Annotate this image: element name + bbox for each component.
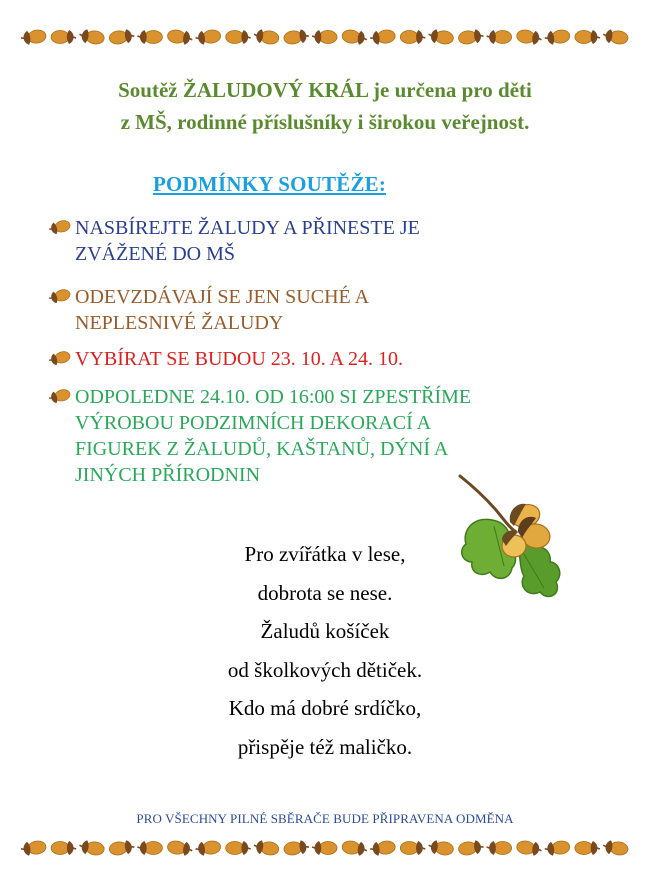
condition-line: NASBÍREJTE ŽALUDY A PŘINESTE JE — [75, 217, 420, 239]
acorn-icon — [253, 839, 280, 856]
acorn-icon — [78, 839, 105, 856]
acorn-icon — [167, 839, 194, 856]
acorn-icon — [487, 841, 512, 855]
acorn-icon — [49, 346, 71, 366]
acorn-icon — [544, 28, 571, 45]
acorn-icon — [312, 841, 337, 855]
acorn-icon — [167, 28, 194, 45]
acorn-icon — [516, 839, 543, 856]
acorn-icon — [51, 30, 76, 44]
acorn-icon — [487, 30, 512, 44]
condition-item — [49, 215, 595, 267]
acorn-icon — [49, 384, 71, 404]
condition-line: NEPLESNIVÉ ŽALUDY — [75, 312, 284, 334]
acorn-icon — [575, 30, 600, 44]
acorn-icon — [341, 28, 368, 45]
poem-line: dobrota se nese. — [257, 580, 393, 605]
footer-note: PRO VŠECHNY PILNÉ SBĚRAČE BUDE PŘIPRAVENA ODMĚNA — [136, 811, 514, 826]
acorn-icon — [400, 30, 425, 44]
acorn-icon — [253, 28, 280, 45]
condition-line: FIGUREK Z ŽALUDŮ, KAŠTANŮ, DÝNÍ A — [75, 438, 449, 460]
acorn-icon — [226, 841, 251, 855]
acorn-icon — [602, 839, 629, 856]
acorn-icon — [195, 839, 222, 856]
acorn-icon — [20, 28, 47, 45]
acorn-icon — [516, 28, 543, 45]
top-acorn-border — [20, 22, 630, 52]
poem-line: Pro zvířátka v lese, — [244, 542, 406, 566]
condition-item — [49, 284, 595, 336]
acorn-icon — [283, 28, 310, 45]
poem-line: od školkových dětiček. — [227, 657, 423, 682]
acorn-icon — [458, 28, 485, 45]
acorn-icon — [369, 839, 396, 856]
condition-line: ODPOLEDNE 24.10. OD 16:00 SI ZPESTŘÍME — [75, 386, 472, 408]
poem-line: Kdo má dobré srdíčko, — [228, 696, 422, 720]
acorn-icon — [602, 28, 629, 45]
acorn-icon — [49, 219, 71, 235]
condition-line: JINÝCH PŘÍRODNIN — [75, 464, 261, 486]
condition-line: VYBÍRAT SE BUDOU 23. 10. A 24. 10. — [75, 348, 403, 370]
acorn-icon — [341, 839, 368, 856]
oak-leaves-illustration — [452, 470, 572, 610]
acorn-icon — [575, 841, 600, 855]
acorn-icon — [369, 28, 396, 45]
headline — [0, 74, 650, 138]
acorn-icon — [544, 839, 571, 856]
acorn-icon — [312, 30, 337, 44]
poem-line: přispěje též maličko. — [237, 734, 413, 759]
condition-line: ZVÁŽENÉ DO MŠ — [75, 243, 235, 265]
condition-line: ODEVZDÁVAJÍ SE JEN SUCHÉ A — [75, 286, 370, 308]
acorn-icon — [137, 30, 162, 44]
condition-item — [49, 346, 595, 372]
acorn-icon — [108, 839, 135, 856]
acorn-icon — [20, 839, 47, 856]
acorn-icon — [78, 28, 105, 45]
headline-line-1: Soutěž ŽALUDOVÝ KRÁL je určena pro děti — [118, 78, 532, 102]
poem — [180, 535, 470, 766]
acorn-icon — [137, 841, 162, 855]
acorn-icon — [49, 350, 71, 366]
condition-line: VÝROBOU PODZIMNÍCH DEKORACÍ A — [75, 412, 432, 434]
acorn-icon — [49, 288, 71, 304]
acorn-icon — [458, 839, 485, 856]
acorn-icon — [108, 28, 135, 45]
acorn-icon — [428, 28, 455, 45]
acorn-icon — [49, 388, 71, 404]
poem-line: Žaludů košíček — [260, 619, 390, 643]
bottom-acorn-border — [20, 833, 630, 863]
acorn-icon — [400, 841, 425, 855]
acorn-icon — [49, 215, 71, 235]
acorn-icon — [49, 284, 71, 304]
headline-line-2: z MŠ, rodinné příslušníky i širokou veřejnost. — [120, 110, 530, 134]
acorn-icon — [51, 841, 76, 855]
acorn-icon — [428, 839, 455, 856]
acorn-icon — [195, 28, 222, 45]
acorn-icon — [283, 839, 310, 856]
conditions-title: PODMÍNKY SOUTĚŽE: — [153, 172, 387, 196]
acorn-icon — [226, 30, 251, 44]
